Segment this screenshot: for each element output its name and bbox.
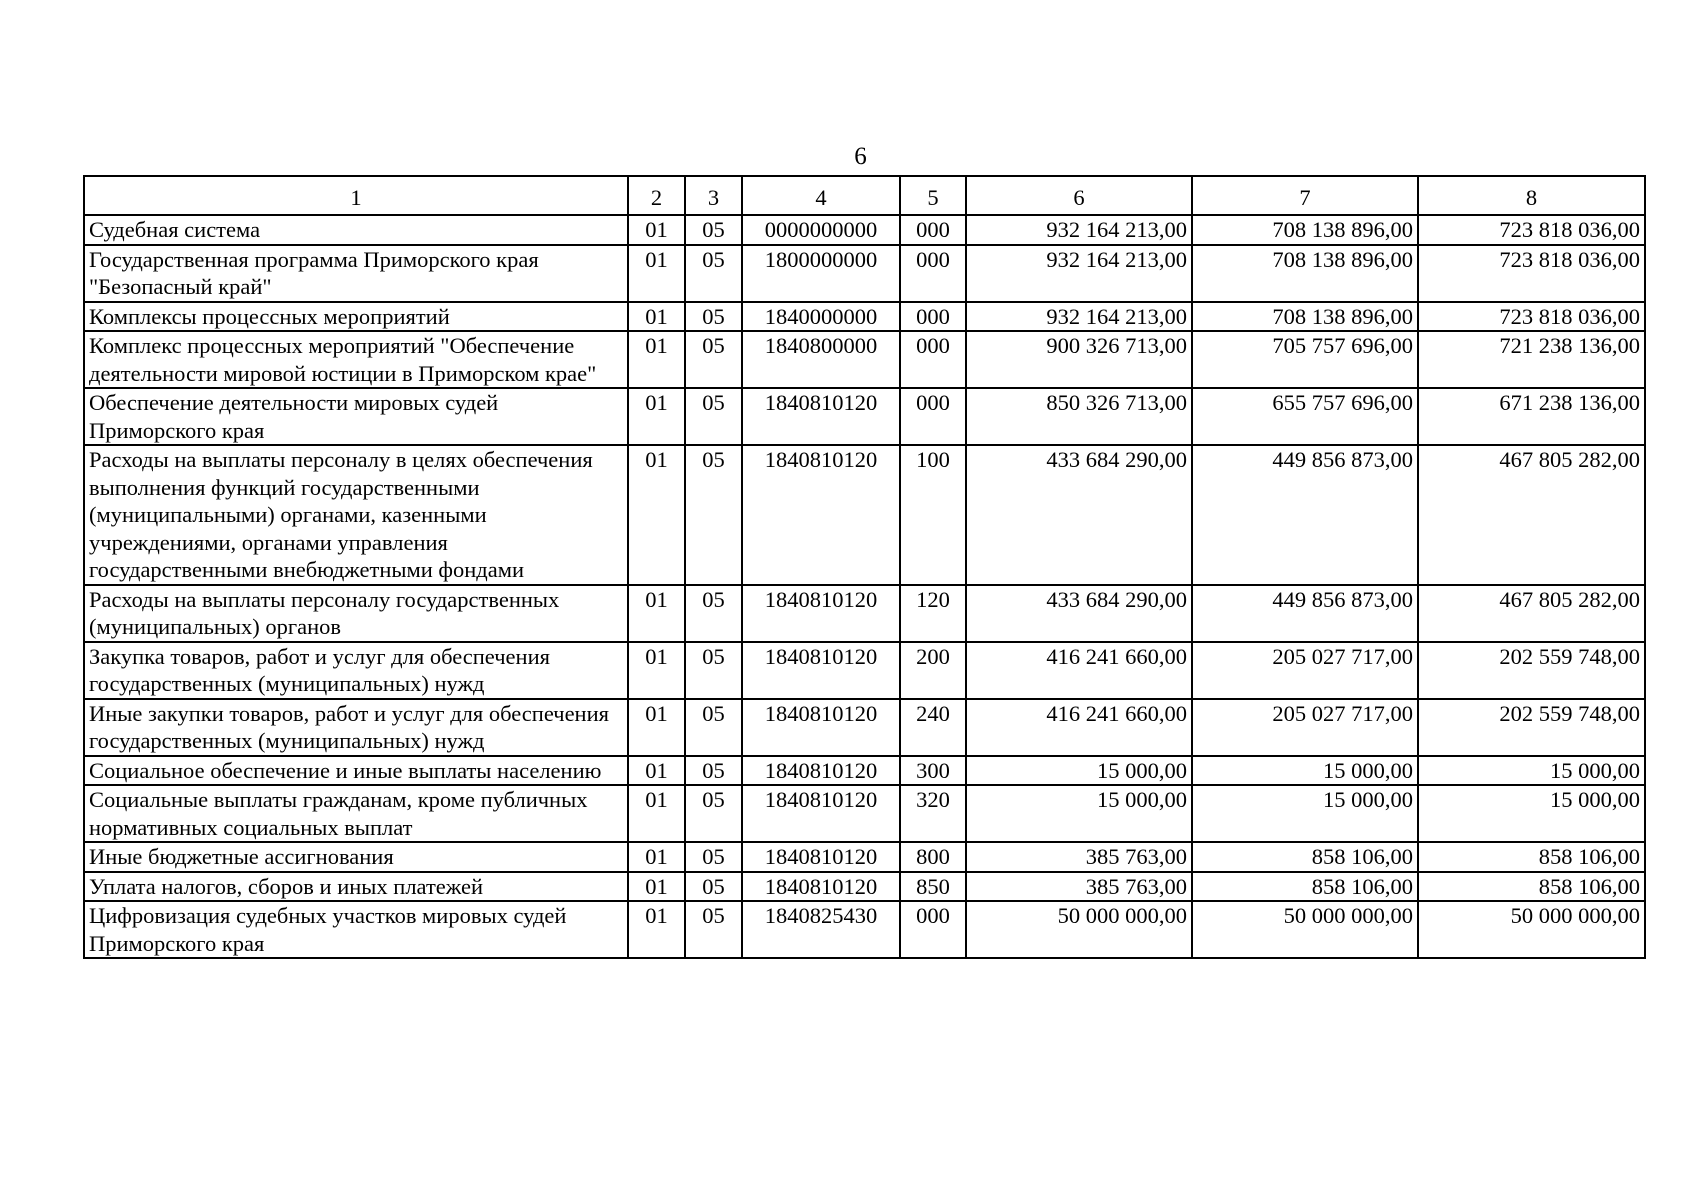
section-code: 01 bbox=[628, 756, 685, 786]
section-code: 01 bbox=[628, 245, 685, 302]
expense-type-code: 300 bbox=[900, 756, 966, 786]
amount-col7: 50 000 000,00 bbox=[1192, 901, 1418, 958]
target-article-code: 1840810120 bbox=[742, 445, 900, 585]
amount-col6: 416 241 660,00 bbox=[966, 642, 1192, 699]
subsection-code: 05 bbox=[685, 585, 742, 642]
subsection-code: 05 bbox=[685, 215, 742, 245]
target-article-code: 1840810120 bbox=[742, 785, 900, 842]
expense-type-code: 100 bbox=[900, 445, 966, 585]
amount-col8: 467 805 282,00 bbox=[1418, 585, 1645, 642]
target-article-code: 1840810120 bbox=[742, 388, 900, 445]
section-code: 01 bbox=[628, 785, 685, 842]
subsection-code: 05 bbox=[685, 445, 742, 585]
table-row bbox=[84, 642, 1645, 699]
row-name: Социальные выплаты гражданам, кроме публичных нормативных социальных выплат bbox=[84, 785, 628, 842]
amount-col8: 858 106,00 bbox=[1418, 872, 1645, 902]
table-row bbox=[84, 901, 1645, 958]
target-article-code: 1840825430 bbox=[742, 901, 900, 958]
target-article-code: 1840000000 bbox=[742, 302, 900, 332]
amount-col6: 15 000,00 bbox=[966, 756, 1192, 786]
table-row bbox=[84, 842, 1645, 872]
expense-type-code: 120 bbox=[900, 585, 966, 642]
subsection-code: 05 bbox=[685, 756, 742, 786]
amount-col7: 15 000,00 bbox=[1192, 785, 1418, 842]
target-article-code: 1840810120 bbox=[742, 842, 900, 872]
row-name: Цифровизация судебных участков мировых судей Приморского края bbox=[84, 901, 628, 958]
amount-col7: 708 138 896,00 bbox=[1192, 302, 1418, 332]
target-article-code: 1840810120 bbox=[742, 585, 900, 642]
section-code: 01 bbox=[628, 642, 685, 699]
amount-col8: 723 818 036,00 bbox=[1418, 245, 1645, 302]
table-row bbox=[84, 331, 1645, 388]
column-header: 7 bbox=[1192, 176, 1418, 215]
column-header: 2 bbox=[628, 176, 685, 215]
row-name: Расходы на выплаты персоналу государственных (муниципальных) органов bbox=[84, 585, 628, 642]
amount-col6: 900 326 713,00 bbox=[966, 331, 1192, 388]
row-name: Социальное обеспечение и иные выплаты населению bbox=[84, 756, 628, 786]
amount-col8: 15 000,00 bbox=[1418, 756, 1645, 786]
row-name: Закупка товаров, работ и услуг для обеспечения государственных (муниципальных) нужд bbox=[84, 642, 628, 699]
table-row bbox=[84, 785, 1645, 842]
target-article-code: 0000000000 bbox=[742, 215, 900, 245]
expense-type-code: 800 bbox=[900, 842, 966, 872]
table-row bbox=[84, 585, 1645, 642]
expense-type-code: 000 bbox=[900, 901, 966, 958]
subsection-code: 05 bbox=[685, 331, 742, 388]
amount-col6: 850 326 713,00 bbox=[966, 388, 1192, 445]
table-row bbox=[84, 245, 1645, 302]
page-number: 6 bbox=[854, 143, 867, 170]
section-code: 01 bbox=[628, 842, 685, 872]
expense-type-code: 000 bbox=[900, 331, 966, 388]
amount-col8: 202 559 748,00 bbox=[1418, 642, 1645, 699]
amount-col8: 202 559 748,00 bbox=[1418, 699, 1645, 756]
row-name: Уплата налогов, сборов и иных платежей bbox=[84, 872, 628, 902]
amount-col8: 721 238 136,00 bbox=[1418, 331, 1645, 388]
row-name: Расходы на выплаты персоналу в целях обеспечения выполнения функций государственными (муниципальными) органами, казенными учреждениями, органами управления государственными внебюджетными фондами bbox=[84, 445, 628, 585]
row-name: Обеспечение деятельности мировых судей Приморского края bbox=[84, 388, 628, 445]
amount-col6: 385 763,00 bbox=[966, 872, 1192, 902]
subsection-code: 05 bbox=[685, 699, 742, 756]
amount-col6: 932 164 213,00 bbox=[966, 215, 1192, 245]
section-code: 01 bbox=[628, 901, 685, 958]
row-name: Судебная система bbox=[84, 215, 628, 245]
table-row bbox=[84, 302, 1645, 332]
subsection-code: 05 bbox=[685, 872, 742, 902]
expense-type-code: 240 bbox=[900, 699, 966, 756]
column-header: 5 bbox=[900, 176, 966, 215]
target-article-code: 1840810120 bbox=[742, 699, 900, 756]
amount-col8: 723 818 036,00 bbox=[1418, 302, 1645, 332]
expense-type-code: 000 bbox=[900, 302, 966, 332]
row-name: Комплекс процессных мероприятий "Обеспечение деятельности мировой юстиции в Приморском крае" bbox=[84, 331, 628, 388]
column-header: 1 bbox=[84, 176, 628, 215]
amount-col7: 655 757 696,00 bbox=[1192, 388, 1418, 445]
row-name: Комплексы процессных мероприятий bbox=[84, 302, 628, 332]
expense-type-code: 320 bbox=[900, 785, 966, 842]
budget-table bbox=[83, 175, 1646, 959]
row-name: Государственная программа Приморского края "Безопасный край" bbox=[84, 245, 628, 302]
section-code: 01 bbox=[628, 215, 685, 245]
subsection-code: 05 bbox=[685, 842, 742, 872]
subsection-code: 05 bbox=[685, 901, 742, 958]
section-code: 01 bbox=[628, 302, 685, 332]
amount-col7: 15 000,00 bbox=[1192, 756, 1418, 786]
amount-col8: 50 000 000,00 bbox=[1418, 901, 1645, 958]
table-row bbox=[84, 756, 1645, 786]
header-row bbox=[84, 176, 1645, 215]
expense-type-code: 200 bbox=[900, 642, 966, 699]
amount-col7: 708 138 896,00 bbox=[1192, 245, 1418, 302]
amount-col7: 449 856 873,00 bbox=[1192, 585, 1418, 642]
amount-col7: 205 027 717,00 bbox=[1192, 642, 1418, 699]
column-header: 3 bbox=[685, 176, 742, 215]
target-article-code: 1840810120 bbox=[742, 756, 900, 786]
table-row bbox=[84, 445, 1645, 585]
column-header: 6 bbox=[966, 176, 1192, 215]
amount-col6: 433 684 290,00 bbox=[966, 445, 1192, 585]
amount-col8: 15 000,00 bbox=[1418, 785, 1645, 842]
amount-col6: 385 763,00 bbox=[966, 842, 1192, 872]
target-article-code: 1840810120 bbox=[742, 872, 900, 902]
amount-col7: 858 106,00 bbox=[1192, 872, 1418, 902]
amount-col6: 15 000,00 bbox=[966, 785, 1192, 842]
subsection-code: 05 bbox=[685, 785, 742, 842]
subsection-code: 05 bbox=[685, 302, 742, 332]
table-row bbox=[84, 215, 1645, 245]
table-row bbox=[84, 388, 1645, 445]
amount-col6: 932 164 213,00 bbox=[966, 245, 1192, 302]
row-name: Иные бюджетные ассигнования bbox=[84, 842, 628, 872]
expense-type-code: 000 bbox=[900, 245, 966, 302]
expense-type-code: 850 bbox=[900, 872, 966, 902]
amount-col6: 932 164 213,00 bbox=[966, 302, 1192, 332]
table-row bbox=[84, 872, 1645, 902]
subsection-code: 05 bbox=[685, 245, 742, 302]
amount-col8: 467 805 282,00 bbox=[1418, 445, 1645, 585]
row-name: Иные закупки товаров, работ и услуг для обеспечения государственных (муниципальных) нужд bbox=[84, 699, 628, 756]
column-header: 8 bbox=[1418, 176, 1645, 215]
expense-type-code: 000 bbox=[900, 388, 966, 445]
amount-col6: 416 241 660,00 bbox=[966, 699, 1192, 756]
amount-col7: 705 757 696,00 bbox=[1192, 331, 1418, 388]
subsection-code: 05 bbox=[685, 388, 742, 445]
section-code: 01 bbox=[628, 388, 685, 445]
target-article-code: 1840810120 bbox=[742, 642, 900, 699]
section-code: 01 bbox=[628, 585, 685, 642]
amount-col8: 723 818 036,00 bbox=[1418, 215, 1645, 245]
target-article-code: 1800000000 bbox=[742, 245, 900, 302]
table-row bbox=[84, 699, 1645, 756]
amount-col8: 671 238 136,00 bbox=[1418, 388, 1645, 445]
amount-col7: 858 106,00 bbox=[1192, 842, 1418, 872]
amount-col6: 50 000 000,00 bbox=[966, 901, 1192, 958]
section-code: 01 bbox=[628, 872, 685, 902]
column-header: 4 bbox=[742, 176, 900, 215]
amount-col7: 449 856 873,00 bbox=[1192, 445, 1418, 585]
section-code: 01 bbox=[628, 331, 685, 388]
target-article-code: 1840800000 bbox=[742, 331, 900, 388]
section-code: 01 bbox=[628, 445, 685, 585]
section-code: 01 bbox=[628, 699, 685, 756]
amount-col8: 858 106,00 bbox=[1418, 842, 1645, 872]
amount-col6: 433 684 290,00 bbox=[966, 585, 1192, 642]
amount-col7: 205 027 717,00 bbox=[1192, 699, 1418, 756]
expense-type-code: 000 bbox=[900, 215, 966, 245]
subsection-code: 05 bbox=[685, 642, 742, 699]
amount-col7: 708 138 896,00 bbox=[1192, 215, 1418, 245]
